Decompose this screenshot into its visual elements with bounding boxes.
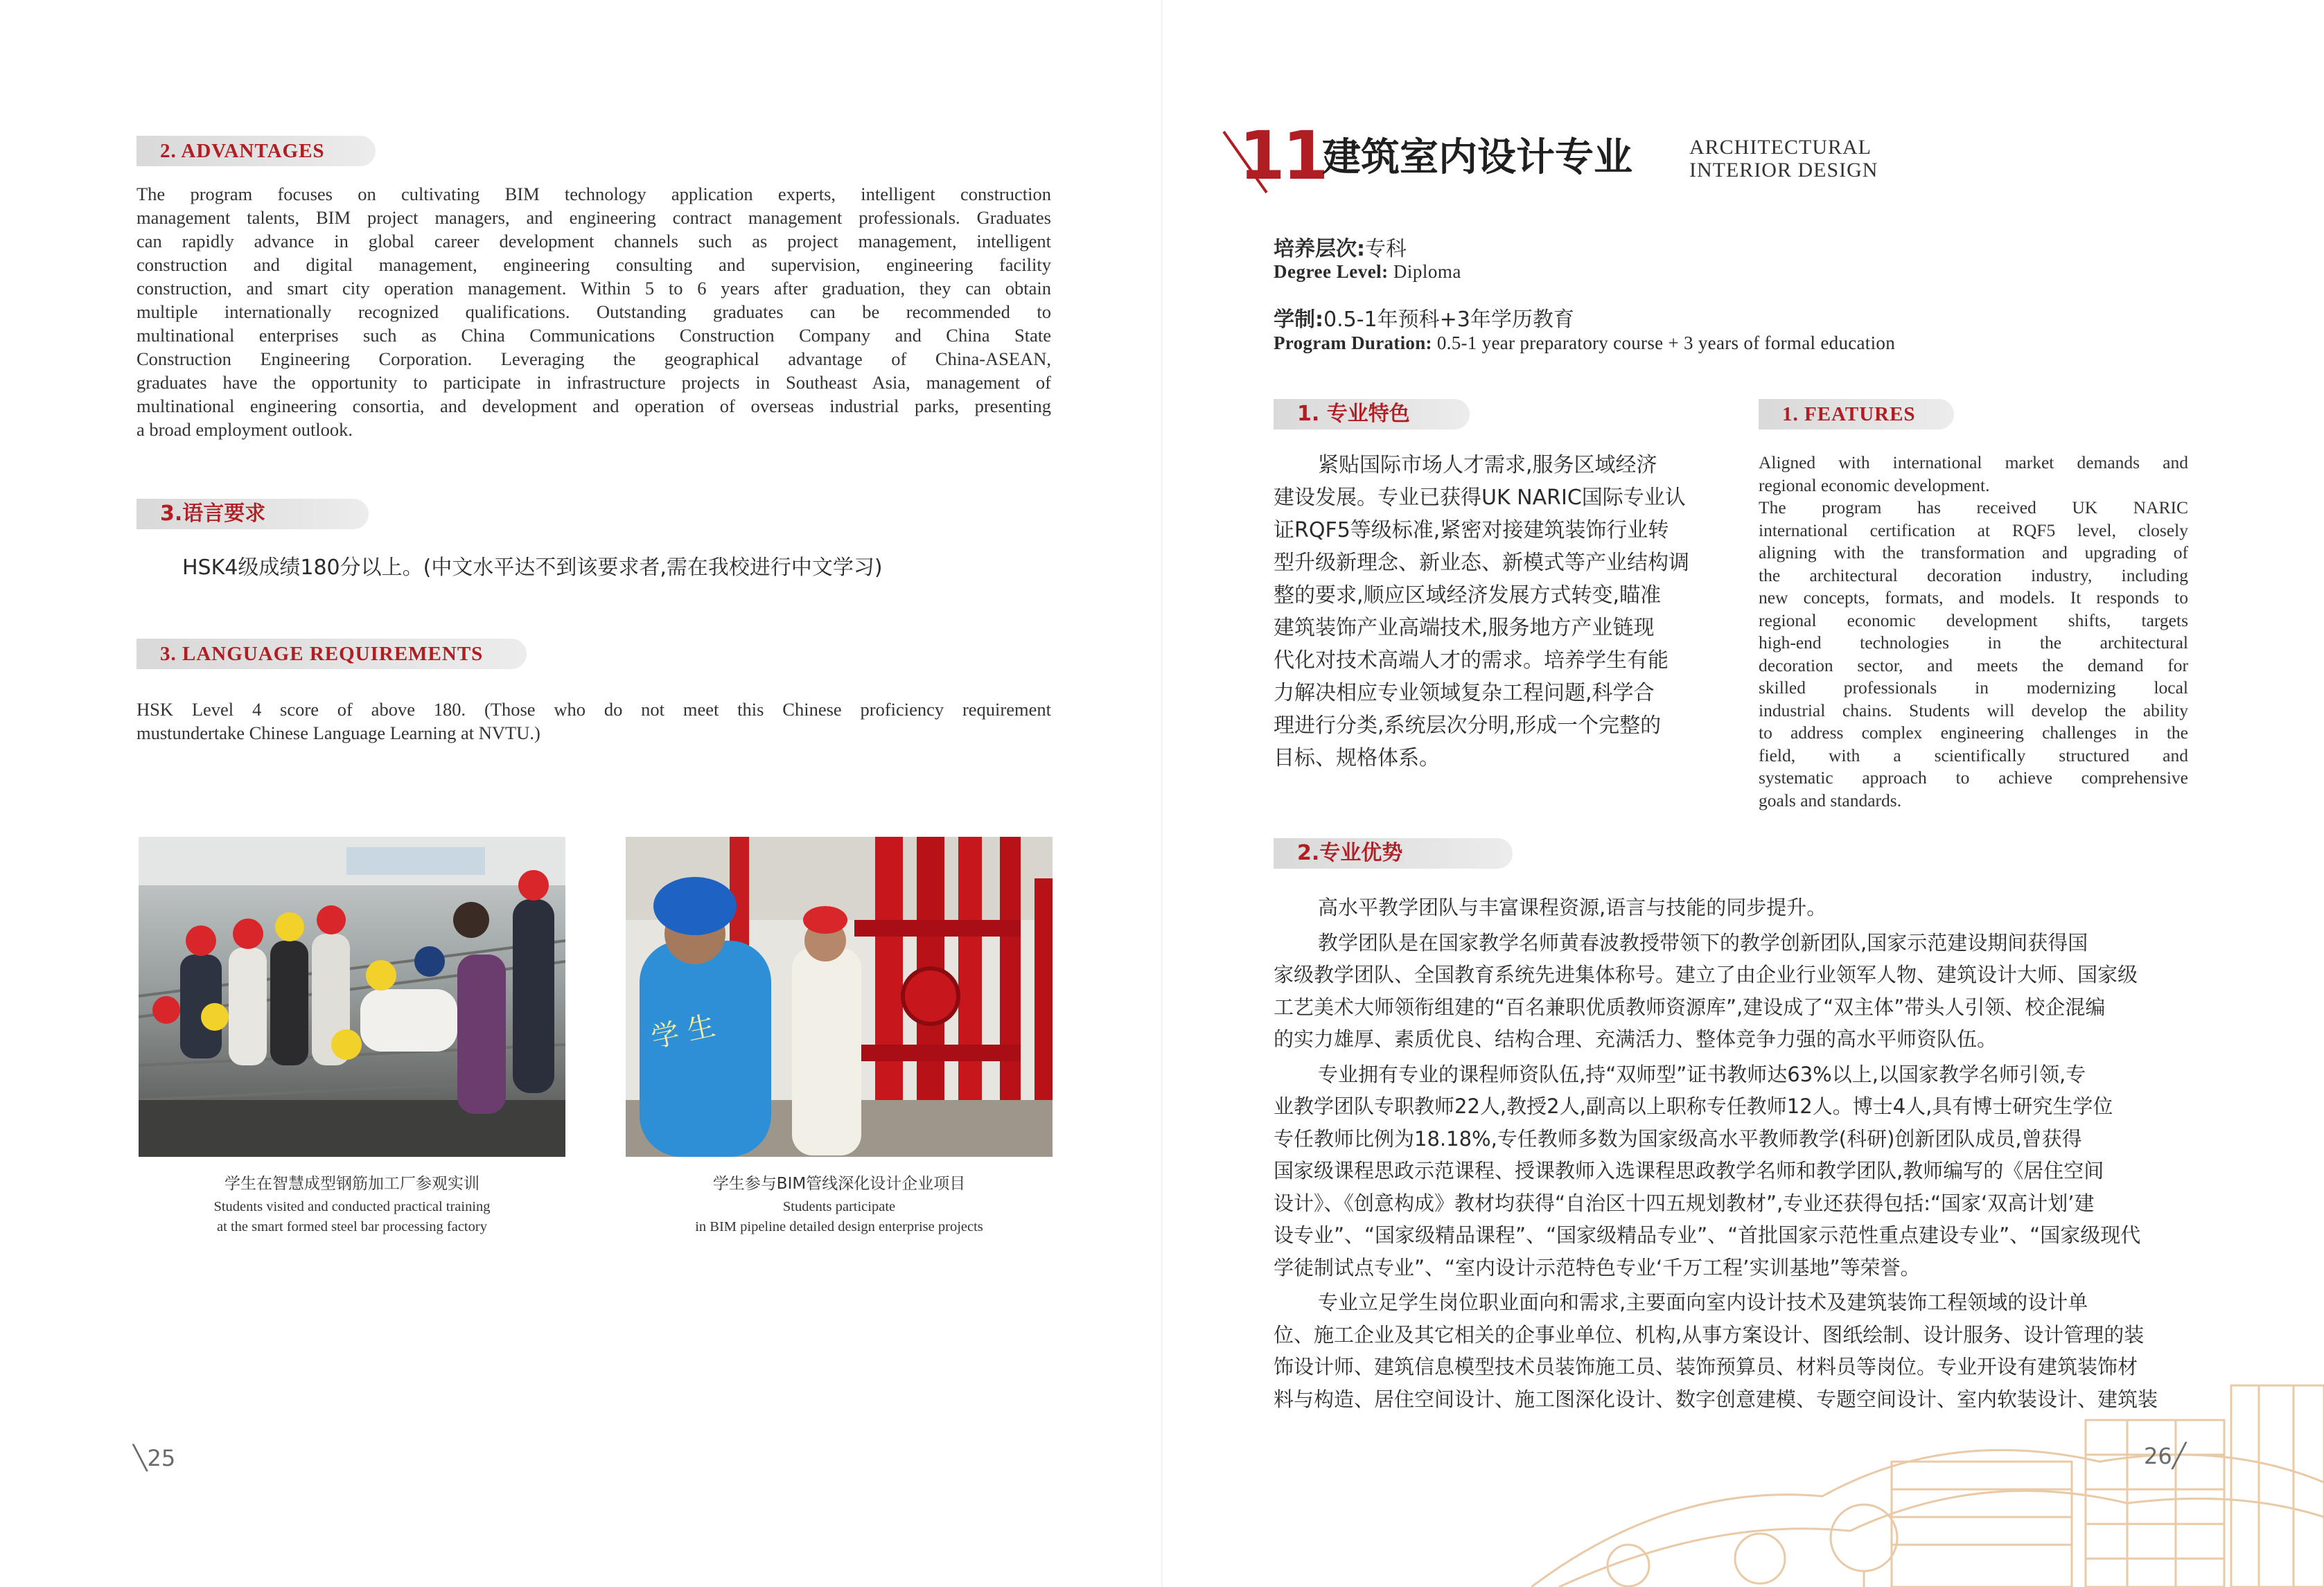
page-number-left	[133, 1444, 175, 1472]
degree-level-en	[1274, 261, 1461, 283]
photo-caption-en-1	[139, 1197, 565, 1237]
caption-line: Students visited and conducted practical training	[213, 1199, 491, 1214]
page-fold	[1161, 0, 1163, 1587]
text-line: international certification at RQF5 level, closely	[1759, 520, 2188, 540]
text-line: 家级教学团队、全国教育系统先进集体称号。建立了由企业行业领军人物、建筑设计大师、国家级	[1274, 963, 2138, 986]
slash-mark: ╱	[2172, 1442, 2187, 1470]
caption-line: Students participate	[782, 1199, 896, 1214]
language-requirement-cn: HSK4级成绩180分以上。(中文水平达不到该要求者,需在我校进行中文学习)	[182, 556, 883, 580]
degree-value-cn: 专科	[1365, 237, 1407, 261]
text-line: 位、施工企业及其它相关的企事业单位、机构,从事方案设计、图纸绘制、设计服务、设计管理的装	[1274, 1322, 2145, 1347]
photo-caption-en-2	[626, 1197, 1053, 1237]
text-line: high-end technologies in the architectural	[1759, 632, 2188, 653]
text-line: 专业立足学生岗位职业面向和需求,主要面向室内设计技术及建筑装饰工程领域的设计单	[1318, 1291, 2088, 1314]
text-line: multinational enterprises such as China Communications Construction Company and China State	[137, 325, 1051, 346]
text-line: decoration sector, and meets the demand for	[1759, 655, 2188, 675]
slash-mark: ╲	[133, 1444, 148, 1472]
section-tag-features-cn: 1. 专业特色	[1274, 399, 1470, 429]
text-line: 紧贴国际市场人才需求,服务区域经济	[1318, 453, 1657, 477]
duration-cn	[1274, 302, 1574, 333]
photo-steel-factory	[139, 837, 565, 1157]
text-line: 料与构造、居住空间设计、施工图深化设计、数字创意建模、专题空间设计、室内软装设计、建筑装	[1274, 1387, 2158, 1411]
text-line: 饰设计师、建筑信息模型技术员装饰施工员、装饰预算员、材料员等岗位。专业开设有建筑装饰材	[1274, 1355, 2138, 1378]
photo-caption-cn-2: 学生参与BIM管线深化设计企业项目	[712, 1175, 966, 1193]
text-line: skilled professionals in modernizing local	[1759, 677, 2188, 698]
features-paragraph-cn	[1274, 449, 1705, 774]
page-number-right	[2144, 1442, 2186, 1470]
text-line: industrial chains. Students will develop the ability	[1759, 700, 2188, 720]
photo-steel-factory-image	[139, 837, 565, 1157]
degree-level-cn	[1274, 231, 1407, 262]
duration-en	[1274, 333, 1895, 354]
section-tag-features-en: 1. FEATURES	[1759, 399, 1954, 429]
text-line: multiple internationally recognized qualifications. Outstanding graduates can be recommended to	[137, 301, 1051, 322]
text-line: field, with a scientifically structured and	[1759, 745, 2188, 765]
text-line: construction, and smart city operation management. Within 5 to 6 years after graduation, they can obtain	[137, 278, 1051, 299]
text-line: Aligned with international market demands and	[1759, 452, 2188, 472]
text-line: 力解决相应专业领域复杂工程问题,科学合	[1274, 681, 1655, 705]
duration-value-en: 0.5-1 year preparatory course + 3 years of formal education	[1432, 333, 1896, 353]
page-number-value: 25	[147, 1445, 176, 1471]
duration-value-cn: 0.5-1年预科+3年学历教育	[1323, 308, 1574, 332]
text-line: 建筑装饰产业高端技术,服务地方产业链现	[1274, 616, 1655, 640]
program-title-en	[1689, 136, 1878, 181]
advantages-paragraph	[137, 182, 1051, 441]
degree-label-cn: 培养层次:	[1274, 237, 1365, 261]
text-line: graduates have the opportunity to participate in infrastructure projects in Southeast Asia, management of	[137, 372, 1051, 393]
section-tag-advantages-cn: 2.专业优势	[1274, 838, 1513, 869]
text-line: can rapidly advance in global career development channels such as project management, intelligent	[137, 231, 1051, 251]
section-tag-advantages: 2. ADVANTAGES	[137, 136, 376, 166]
text-line: the architectural decoration industry, including	[1759, 565, 2188, 585]
text-line: a broad employment outlook.	[137, 419, 353, 440]
section-tag-language-cn: 3.语言要求	[137, 499, 369, 529]
title-en-line: INTERIOR DESIGN	[1689, 159, 1878, 181]
text-line: 建设发展。专业已获得UK NARIC国际专业认	[1274, 486, 1686, 510]
text-line: The program has received UK NARIC	[1759, 497, 2188, 517]
duration-label-cn: 学制:	[1274, 308, 1323, 332]
text-line: HSK Level 4 score of above 180. (Those who do not meet this Chinese proficiency requirement	[137, 699, 1051, 720]
text-line: new concepts, formats, and models. It responds to	[1759, 587, 2188, 608]
text-line: 设专业”、“国家级精品课程”、“国家级精品专业”、“首批国家示范性重点建设专业”、“国家级现代	[1274, 1223, 2141, 1247]
degree-value-en: Diploma	[1388, 261, 1461, 282]
text-line: 专业拥有专业的课程师资队伍,持“双师型”证书教师达63%以上,以国家教学名师引领,专	[1318, 1062, 2086, 1086]
program-title-cn: 建筑室内设计专业	[1322, 135, 1632, 180]
text-line: 整的要求,顺应区域经济发展方式转变,瞄准	[1274, 583, 1662, 608]
page-number-value: 26	[2144, 1443, 2172, 1469]
duration-label-en: Program Duration:	[1274, 333, 1432, 353]
text-line: systematic approach to achieve comprehensive	[1759, 768, 2188, 788]
text-line: 国家级课程思政示范课程、授课教师入选课程思政教学名师和教学团队,教师编写的《居住空间	[1274, 1159, 2104, 1182]
text-line: 工艺美术大师领衔组建的“百名兼职优质教师资源库”,建设成了“双主体”带头人引领、校企混编	[1274, 995, 2106, 1019]
text-line: 目标、规格体系。	[1274, 746, 1440, 770]
text-line: 专任教师比例为18.18%,专任教师多数为国家级高水平教师教学(科研)创新团队成员,曾获得	[1274, 1126, 2082, 1151]
text-line: 设计》、《创意构成》教材均获得“自治区十四五规划教材”,专业还获得包括:“国家‘双高计划’建	[1274, 1191, 2095, 1215]
text-line: aligning with the transformation and upgrading of	[1759, 542, 2188, 562]
advantages-paragraph-cn	[1274, 892, 2190, 1415]
text-line: goals and standards.	[1759, 790, 1902, 810]
text-line: 教学团队是在国家教学名师黄春波教授带领下的教学创新团队,国家示范建设期间获得国	[1318, 930, 2088, 955]
program-number: 11	[1239, 117, 1326, 195]
caption-line: at the smart formed steel bar processing factory	[217, 1219, 487, 1234]
photo-bim-pipeline-image	[626, 837, 1053, 1157]
text-line: 型升级新理念、新业态、新模式等产业结构调	[1274, 551, 1689, 575]
degree-label-en: Degree Level:	[1274, 261, 1389, 282]
text-line: Construction Engineering Corporation. Leveraging the geographical advantage of China-ASEAN,	[137, 348, 1051, 369]
text-line: 理进行分类,系统层次分明,形成一个完整的	[1274, 713, 1662, 738]
text-line: management talents, BIM project managers, and engineering contract management professionals. Graduates	[137, 207, 1051, 228]
text-line: 学徒制试点专业”、“室内设计示范特色专业‘千万工程’实训基地”等荣誉。	[1274, 1255, 1921, 1279]
text-line: 证RQF5等级标准,紧密对接建筑装饰行业转	[1274, 518, 1669, 542]
caption-line: in BIM pipeline detailed design enterprise projects	[695, 1219, 983, 1234]
text-line: to address complex engineering challenges in the	[1759, 722, 2188, 743]
features-paragraph-en	[1759, 452, 2188, 812]
text-line: construction and digital management, engineering consulting and supervision, engineering facility	[137, 254, 1051, 275]
section-tag-language-en: 3. LANGUAGE REQUIREMENTS	[137, 639, 527, 669]
text-line: regional economic development.	[1759, 475, 1990, 495]
text-line: mustundertake Chinese Language Learning at NVTU.)	[137, 722, 540, 743]
text-line: multinational engineering consortia, and development and operation of overseas industrial parks, presenting	[137, 396, 1051, 416]
text-line: regional economic development shifts, targets	[1759, 610, 2188, 630]
text-line: The program focuses on cultivating BIM technology application experts, intelligent construction	[137, 184, 1051, 204]
text-line: 业教学团队专职教师22人,教授2人,副高以上职称专任教师12人。博士4人,具有博士研究生学位	[1274, 1094, 2113, 1118]
text-line: 的实力雄厚、素质优良、结构合理、充满活力、整体竞争力强的高水平师资队伍。	[1274, 1027, 1998, 1051]
text-line: 代化对技术高端人才的需求。培养学生有能	[1274, 648, 1669, 673]
title-en-line: ARCHITECTURAL	[1689, 136, 1872, 159]
svg-text:学 生: 学 生	[648, 1009, 719, 1054]
text-line: 高水平教学团队与丰富课程资源,语言与技能的同步提升。	[1318, 896, 1827, 919]
language-requirement-en	[137, 698, 1051, 745]
photo-bim-pipeline	[626, 837, 1053, 1157]
photo-caption-cn-1: 学生在智慧成型钢筋加工厂参观实训	[225, 1175, 479, 1193]
